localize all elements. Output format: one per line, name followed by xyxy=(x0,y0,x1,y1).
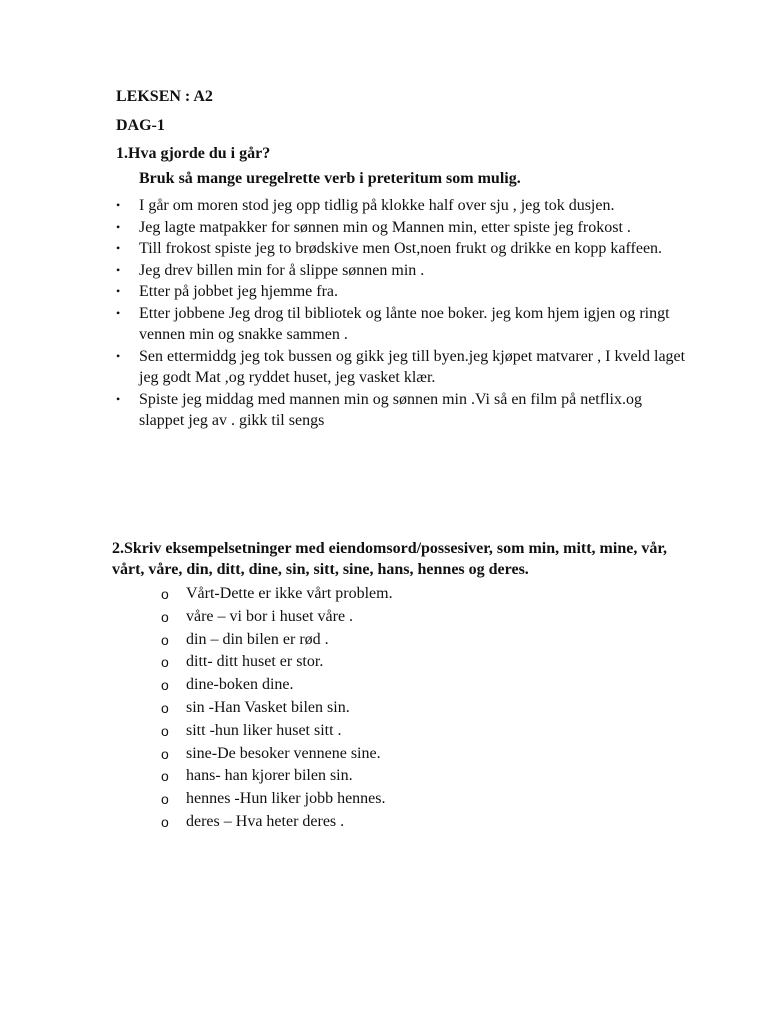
list-item xyxy=(161,583,393,606)
answer-list xyxy=(116,195,686,432)
list-item xyxy=(116,303,686,346)
answer-text: Spiste jeg middag med mannen min og sønnen min .Vi så en film på netflix.og slappet jeg av . gikk til sengs xyxy=(139,390,642,429)
example-text: våre – vi bor i huset våre . xyxy=(186,607,354,625)
example-text: sin -Han Vasket bilen sin. xyxy=(186,698,350,716)
list-item xyxy=(161,606,393,629)
example-text: dine-boken dine. xyxy=(186,676,294,694)
question-1-instruction: Bruk så mange uregelrette verb i preteritum som mulig. xyxy=(139,170,521,187)
answer-text: Etter på jobbet jeg hjemme fra. xyxy=(139,283,339,300)
list-item xyxy=(161,811,393,834)
circle-bullet-icon: o xyxy=(161,791,169,808)
list-item xyxy=(161,788,393,811)
list-item xyxy=(161,720,393,743)
list-item xyxy=(116,238,686,260)
bullet-icon: • xyxy=(116,241,121,255)
list-item xyxy=(161,651,393,674)
list-item xyxy=(116,217,686,239)
example-text: deres – Hva heter deres . xyxy=(186,812,345,830)
list-item xyxy=(161,629,393,652)
answer-text: Jeg lagte matpakker for sønnen min og Mannen min, etter spiste jeg frokost . xyxy=(139,218,631,236)
answer-text: Till frokost spiste jeg to brødskive men Ost,noen frukt og drikke en kopp kaffeen. xyxy=(139,240,663,257)
example-text: din – din bilen er rød . xyxy=(186,630,329,648)
circle-bullet-icon: o xyxy=(161,745,169,762)
question-2-title: 2.Skriv eksempelsetninger med eiendomsord/possesiver, som min, mitt, mine, vår, vårt, våre, din, ditt, dine, sin, sitt, sine, hans, hennes og deres. xyxy=(112,540,667,578)
list-item xyxy=(161,743,393,766)
circle-bullet-icon: o xyxy=(161,768,169,785)
circle-bullet-icon: o xyxy=(161,699,169,716)
bullet-icon: • xyxy=(116,305,121,320)
day-heading: DAG-1 xyxy=(116,117,165,134)
bullet-icon: • xyxy=(116,219,121,234)
list-item xyxy=(116,346,686,389)
question-1-title: 1.Hva gjorde du i går? xyxy=(116,145,271,162)
answer-text: Etter jobbene Jeg drog til bibliotek og lånte noe boker. jeg kom hjem igjen og ringt vennen min og snakke sammen . xyxy=(139,304,670,343)
circle-bullet-icon: o xyxy=(161,631,169,648)
circle-bullet-icon: o xyxy=(161,677,169,694)
example-text: hans- han kjorer bilen sin. xyxy=(186,767,353,785)
bullet-icon: • xyxy=(116,198,121,212)
lesson-heading: LEKSEN : A2 xyxy=(116,88,213,105)
bullet-icon: • xyxy=(116,284,121,298)
list-item xyxy=(116,195,686,217)
circle-bullet-icon: o xyxy=(161,654,169,671)
example-text: sitt -hun liker huset sitt . xyxy=(186,721,342,739)
bullet-icon: • xyxy=(116,262,121,277)
answer-text: Sen ettermiddg jeg tok bussen og gikk jeg till byen.jeg kjøpet matvarer , I kveld laget jeg godt Mat ,og ryddet huset, jeg vasket klær. xyxy=(139,347,686,386)
bullet-icon: • xyxy=(116,348,121,363)
example-text: sine-De besoker vennene sine. xyxy=(186,744,381,762)
list-item xyxy=(116,260,686,282)
circle-bullet-icon: o xyxy=(161,586,169,602)
example-text: hennes -Hun liker jobb hennes. xyxy=(186,790,386,808)
example-text: ditt- ditt huset er stor. xyxy=(186,653,324,671)
list-item xyxy=(116,389,686,432)
list-item xyxy=(116,281,686,303)
example-text: Vårt-Dette er ikke vårt problem. xyxy=(186,585,393,602)
answer-text: I går om moren stod jeg opp tidlig på klokke half over sju , jeg tok dusjen. xyxy=(139,197,615,214)
answer-text: Jeg drev billen min for å slippe sønnen min . xyxy=(139,261,425,279)
example-list xyxy=(161,583,393,834)
list-item xyxy=(161,765,393,788)
list-item xyxy=(161,697,393,720)
bullet-icon: • xyxy=(116,391,121,406)
circle-bullet-icon: o xyxy=(161,813,169,830)
circle-bullet-icon: o xyxy=(161,722,169,739)
circle-bullet-icon: o xyxy=(161,608,169,625)
list-item xyxy=(161,674,393,697)
